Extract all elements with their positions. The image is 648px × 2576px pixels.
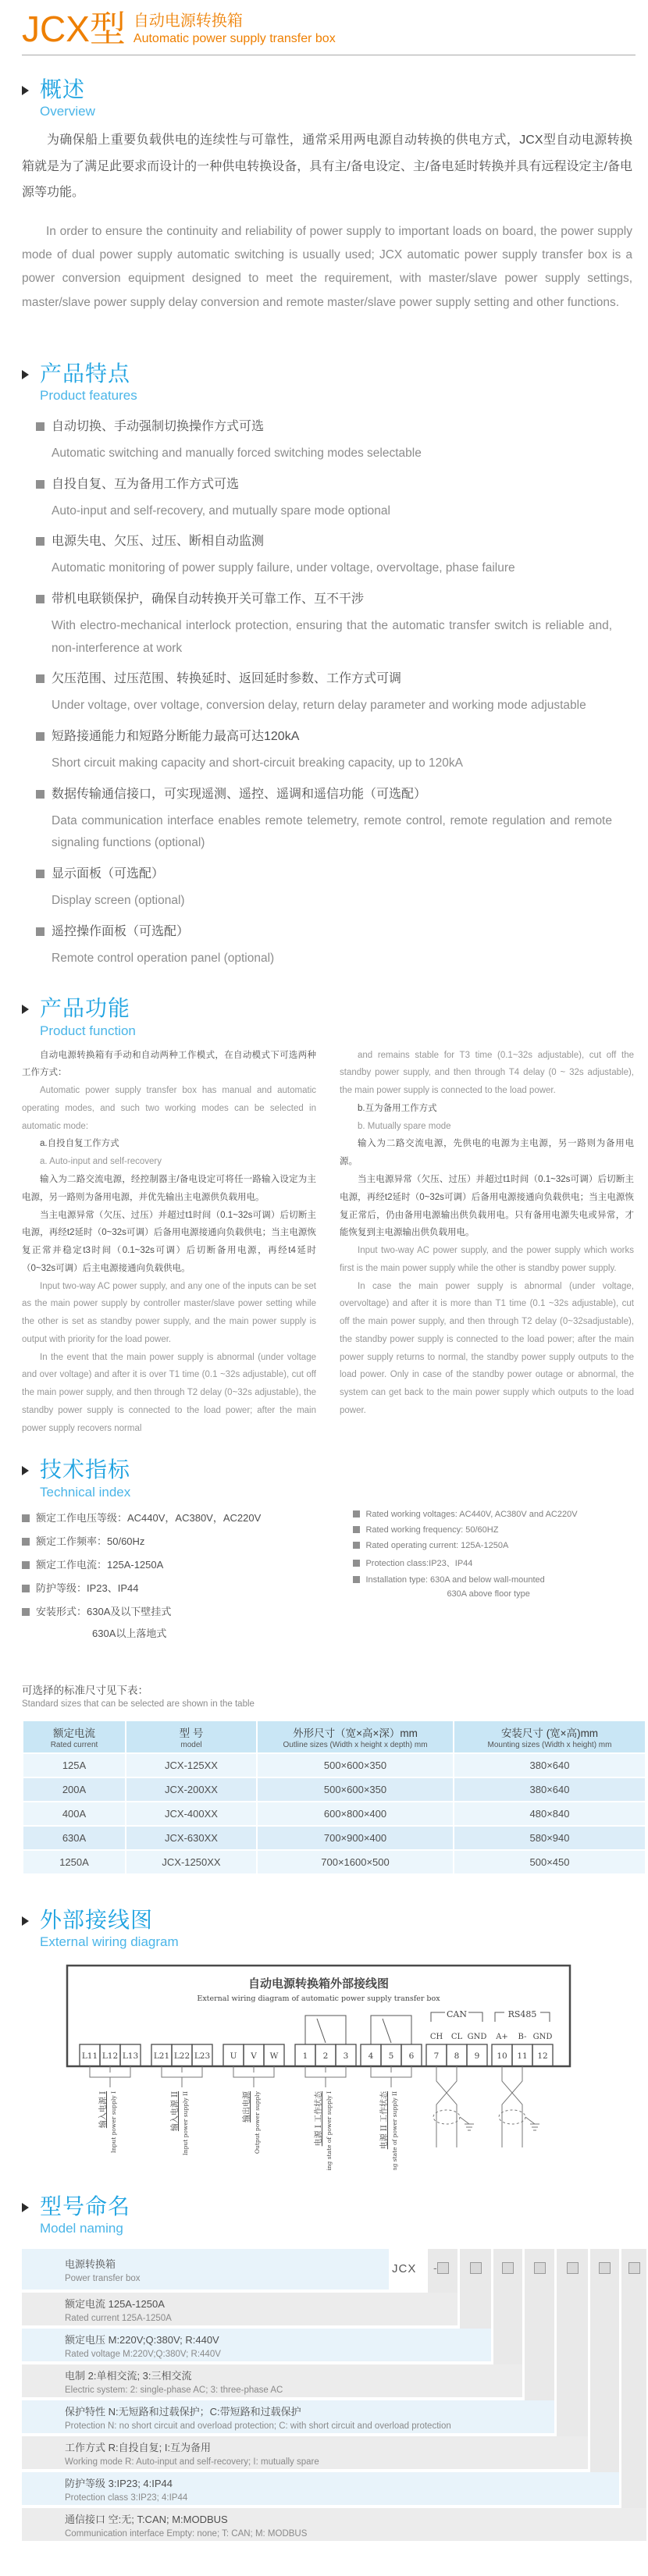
naming-column-strip xyxy=(621,2249,646,2508)
feature-item xyxy=(36,590,625,660)
spec-text: Rated operating current: 125A-1250A xyxy=(365,1540,509,1550)
naming-code-box xyxy=(502,2262,514,2274)
terminal-label: 10 xyxy=(497,2051,507,2061)
naming-code-box xyxy=(534,2262,546,2274)
group-label-zh: 输入电源 II xyxy=(171,2090,180,2131)
feature-zh-text: 自投自复、互为备用工作方式可选 xyxy=(52,477,240,491)
function-paragraph: Input two-way AC power supply, and the power supply which works first is the main power supply while the other is standby power supply. xyxy=(340,1246,634,1273)
naming-row-en: Rated current 125A-1250A xyxy=(65,2313,172,2323)
bullet-square-icon xyxy=(36,480,45,489)
pin-label: GND xyxy=(467,2032,487,2041)
page-header xyxy=(22,11,636,47)
function-paragraph: In case the main power supply is abnormal (under voltage, overvoltage) and after it is more than T1 time (0.1 ~32s adjustable), cut off the main power supply, and then through T2 delay (0~32sadjustable), the standby power supply is connected to the load power; after the main power supply returns to normal, the standby power supply outputs to the load power. Only in case of the standby power outage or abnormal, the system can get back to the main power supply which outputs to the load power. xyxy=(340,1281,634,1415)
terminal-label: 7 xyxy=(433,2051,440,2061)
naming-row-zh: 额定电压 M:220V;Q:380V; R:440V xyxy=(65,2333,219,2346)
feature-item xyxy=(36,785,625,855)
feature-zh-text: 自动切换、手动强制切换操作方式可选 xyxy=(52,420,265,434)
section-title-en: Product features xyxy=(40,388,137,404)
feature-zh-text: 短路接通能力和短路分断能力最高可达120kA xyxy=(52,730,300,744)
pin-label: A+ xyxy=(496,2032,508,2041)
standard-sizes-table xyxy=(22,1720,646,1875)
spec-item xyxy=(22,1603,353,1618)
function-paragraph: a.自投自复工作方式 xyxy=(40,1139,119,1149)
section-tech-heading xyxy=(22,1457,636,1500)
function-left-column xyxy=(22,1047,316,1438)
naming-row-zh: 通信接口 空:无; T:CAN; M:MODBUS xyxy=(65,2513,228,2525)
feature-text-en: Data communication interface enables remote telemetry, remote control, remote regulation and remote signaling functions (optional) xyxy=(52,813,612,850)
terminal-label: L11 xyxy=(81,2051,98,2061)
naming-code-box xyxy=(567,2262,579,2274)
table-note-zh: 可选择的标准尺寸见下表： xyxy=(22,1684,148,1696)
model-naming-diagram xyxy=(22,2249,646,2541)
overview-paragraph-zh: 为确保船上重要负载供电的连续性与可靠性，通常采用两电源自动转换的供电方式，JCX型自动电源转换箱就是为了满足此要求而设计的一种供电转换设备，具有主/备电设定、主/备电延时转换并具有远程设定主/备电源等功能。 xyxy=(22,133,632,200)
terminal-label: 4 xyxy=(368,2051,374,2061)
section-title-en: Technical index xyxy=(40,1484,131,1500)
cell-model: JCX-1250XX xyxy=(126,1850,257,1874)
feature-zh-text: 显示面板（可选配） xyxy=(52,867,165,881)
group-label-en: Output power supply xyxy=(254,2090,261,2154)
function-paragraph: 输入为二路交流电源，经控制器主/备电设定可将任一路输入设定为主电源，另一路则为备用电源，并优先输出主电源供负载用电。 xyxy=(22,1174,316,1202)
cell-model: JCX-630XX xyxy=(126,1826,257,1850)
table-row xyxy=(23,1850,646,1874)
cell-outline-size: 700×1600×500 xyxy=(257,1850,454,1874)
feature-item xyxy=(36,865,625,913)
group-label-zh: 电源 II 工作状态 xyxy=(380,2090,389,2150)
terminal-label: 3 xyxy=(343,2051,349,2061)
section-wiring-heading xyxy=(22,1908,636,1950)
terminal-label: 1 xyxy=(302,2051,308,2061)
product-model-title: JCX型 xyxy=(22,9,126,49)
spec-text: 额定工作频率：50/60Hz xyxy=(36,1535,145,1547)
terminal-label: 11 xyxy=(517,2051,528,2061)
naming-row-en: Rated voltage M:220V;Q:380V; R:440V xyxy=(65,2349,221,2359)
feature-zh-text: 带机电联锁保护，确保自动转换开关可靠工作、互不干涉 xyxy=(52,592,365,607)
naming-row xyxy=(22,2364,522,2397)
cell-mounting-size: 380×640 xyxy=(454,1777,646,1802)
terminal-label: V xyxy=(251,2051,257,2061)
pin-label: CH xyxy=(429,2032,443,2041)
cell-mounting-size: 500×450 xyxy=(454,1850,646,1874)
table-row xyxy=(23,1753,646,1777)
bullet-square-icon xyxy=(22,1608,30,1616)
function-paragraph: 当主电源异常（欠压、过压）并超过t1时间（0.1~32s可调）后切断主电源，再经t2延时（0~32s可调）后备用电源接通向负载供电；当主电源恢复正常并稳定t3时间（0.1~32s可调）后切断备用电源，再经t4延时（0~32s可调）后主电源接通向负载供电。 xyxy=(22,1210,316,1273)
group-label-zh: 输出电源 xyxy=(243,2090,251,2122)
function-paragraph: 自动电源转换箱有手动和自动两种工作模式，在自动模式下可选两种工作方式： xyxy=(22,1050,316,1078)
column-header-en: Mounting sizes (Width x height) mm xyxy=(487,1740,612,1749)
feature-item xyxy=(36,670,625,717)
bullet-square-icon xyxy=(22,1561,30,1569)
bullet-square-icon xyxy=(36,732,45,741)
feature-text-en: Auto-input and self-recovery, and mutually spare mode optional xyxy=(52,503,390,518)
section-title-en: External wiring diagram xyxy=(40,1934,179,1949)
naming-row xyxy=(22,2472,619,2505)
terminal-label: 2 xyxy=(322,2051,329,2061)
feature-text-zh xyxy=(36,728,625,746)
function-paragraph: b. Mutually spare mode xyxy=(358,1121,451,1131)
table-note-en: Standard sizes that can be selected are shown in the table xyxy=(22,1699,255,1709)
naming-row-zh: 防护等级 3:IP23; 4:IP44 xyxy=(65,2477,173,2489)
naming-row-en: Working mode R: Auto-input and self-recovery; I: mutually spare xyxy=(65,2457,319,2467)
bullet-square-icon xyxy=(353,1542,360,1549)
feature-zh-text: 电源失电、欠压、过压、断相自动监测 xyxy=(52,535,265,549)
section-title-zh: 产品功能 xyxy=(40,996,131,1021)
triangle-marker-icon xyxy=(22,370,29,379)
terminal-label: 5 xyxy=(388,2051,394,2061)
feature-item xyxy=(36,923,625,970)
cell-mounting-size: 380×640 xyxy=(454,1753,646,1777)
bullet-square-icon xyxy=(353,1510,360,1517)
naming-row-en: Protection class 3:IP23; 4:IP44 xyxy=(65,2492,188,2503)
table-row xyxy=(23,1802,646,1826)
terminal-label: 12 xyxy=(537,2051,548,2061)
terminal-label: 9 xyxy=(474,2051,480,2061)
section-naming-heading xyxy=(22,2194,636,2236)
function-paragraph: b.互为备用工作方式 xyxy=(358,1103,437,1113)
spec-item xyxy=(22,1580,353,1595)
bullet-square-icon xyxy=(36,537,45,546)
naming-row xyxy=(22,2249,389,2290)
spec-text: 额定工作电流：125A-1250A xyxy=(36,1558,164,1571)
naming-code-box xyxy=(437,2262,449,2274)
section-title-zh: 概述 xyxy=(40,77,86,101)
bullet-square-icon xyxy=(22,1585,30,1592)
cell-outline-size: 500×600×350 xyxy=(257,1777,454,1802)
column-header xyxy=(454,1720,646,1753)
feature-text-en: With electro-mechanical interlock protection, ensuring that the automatic transfer switch is reliable and, non-interference at work xyxy=(52,619,612,655)
feature-text-en: Under voltage, over voltage, conversion delay, return delay parameter and working mode adjustable xyxy=(52,699,586,713)
section-title-zh: 外部接线图 xyxy=(40,1907,154,1932)
spec-item xyxy=(353,1575,636,1585)
cell-model: JCX-400XX xyxy=(126,1802,257,1826)
spec-item xyxy=(353,1510,636,1519)
spec-text-continuation: 630A以上落地式 xyxy=(92,1627,167,1639)
naming-code-box xyxy=(628,2262,640,2274)
bullet-square-icon xyxy=(36,870,45,878)
terminal-label: L21 xyxy=(153,2051,170,2061)
naming-row xyxy=(22,2508,646,2541)
cell-rated-current: 400A xyxy=(23,1802,126,1826)
bullet-square-icon xyxy=(36,595,45,603)
bullet-square-icon xyxy=(36,790,45,799)
diagram-title-zh: 自动电源转换箱外部接线图 xyxy=(247,1976,390,1991)
terminal-label: W xyxy=(269,2051,279,2061)
feature-text-zh xyxy=(36,923,625,941)
feature-zh-text: 数据传输通信接口，可实现遥测、遥控、遥调和遥信功能（可选配） xyxy=(52,787,427,801)
bullet-square-icon xyxy=(353,1526,360,1533)
terminal-label: L13 xyxy=(122,2051,139,2061)
section-title-en: Model naming xyxy=(40,2221,123,2236)
feature-text-zh xyxy=(36,590,625,609)
column-header-zh: 额定电流 xyxy=(53,1727,95,1739)
contact-symbol-icon xyxy=(371,2016,411,2044)
terminal-label: U xyxy=(230,2051,237,2061)
pin-label: B- xyxy=(518,2032,527,2041)
feature-item xyxy=(36,418,625,465)
cell-rated-current: 200A xyxy=(23,1777,126,1802)
column-header-zh: 安装尺寸 (宽×高)mm xyxy=(500,1727,599,1739)
bullet-square-icon xyxy=(353,1576,360,1583)
can-bus-label: CAN xyxy=(447,2008,467,2019)
spec-text-continuation: 630A above floor type xyxy=(447,1589,530,1599)
tech-right-column xyxy=(353,1510,636,1649)
column-header-zh: 外形尺寸（宽×高×深）mm xyxy=(293,1727,418,1739)
group-label-en: Working state of power supply II xyxy=(391,2090,398,2170)
feature-text-zh xyxy=(36,670,625,688)
bullet-square-icon xyxy=(36,927,45,936)
diagram-title-en: External wiring diagram of automatic power supply transfer box xyxy=(197,1994,440,2003)
spec-text: Rated working voltages: AC440V, AC380V and AC220V xyxy=(365,1509,578,1519)
naming-row-zh: 电制 2:单相交流; 3:三相交流 xyxy=(65,2369,192,2382)
section-title-en: Product function xyxy=(40,1023,136,1038)
function-paragraph: Input two-way AC power supply, and any one of the inputs can be set as the main power supply by controller master/slave power setting while the other is set as standby power supply, and the main power supply is output with priority for the load power. xyxy=(22,1281,316,1344)
feature-text-en: Display screen (optional) xyxy=(52,894,185,908)
triangle-marker-icon xyxy=(22,2203,29,2212)
function-right-column xyxy=(340,1047,634,1438)
column-header-en: Rated current xyxy=(50,1740,98,1749)
group-label-zh: 电源 I 工作状态 xyxy=(315,2090,323,2147)
spec-item xyxy=(22,1510,353,1525)
naming-column-strip xyxy=(460,2249,491,2329)
model-dash: - xyxy=(433,2261,437,2275)
spec-text: 防护等级：IP23、IP44 xyxy=(36,1582,139,1594)
spec-text: Installation type: 630A and below wall-mounted xyxy=(365,1574,545,1585)
cell-rated-current: 630A xyxy=(23,1826,126,1850)
naming-row-en: Power transfer box xyxy=(65,2273,141,2283)
naming-code-box xyxy=(470,2262,482,2274)
cell-model: JCX-200XX xyxy=(126,1777,257,1802)
feature-item xyxy=(36,728,625,775)
overview-paragraph-en: In order to ensure the continuity and reliability of power supply to important loads on board, the power supply mode of dual power supply automatic switching is usually used; JCX automatic power supply transfer box is a power conversion equipment designed to meet the requirement, with master/slave power supply settings, master/slave power supply delay conversion and remote master/slave power supply setting and other functions. xyxy=(22,224,632,309)
feature-text-en: Automatic switching and manually forced switching modes selectable xyxy=(52,447,422,461)
pin-label: CL xyxy=(450,2032,463,2041)
tech-columns xyxy=(22,1510,636,1649)
section-title-zh: 技术指标 xyxy=(40,1457,131,1482)
column-header-en: Outline sizes (Width x height x depth) mm xyxy=(283,1740,428,1749)
feature-text-en: Short circuit making capacity and short-circuit breaking capacity, up to 120kA xyxy=(52,756,463,770)
terminal-label: 8 xyxy=(454,2051,460,2061)
feature-item xyxy=(36,475,625,523)
function-paragraph: 输入为二路交流电源，先供电的电源为主电源，另一路则为备用电源。 xyxy=(340,1139,634,1167)
feature-zh-text: 欠压范围、过压范围、转换延时、返回延时参数、工作方式可调 xyxy=(52,672,402,686)
feature-text-zh xyxy=(36,475,625,494)
section-title-zh: 型号命名 xyxy=(40,2194,131,2218)
spec-text: 安装形式：630A及以下壁挂式 xyxy=(36,1605,172,1617)
bullet-square-icon xyxy=(22,1538,30,1546)
tech-left-column xyxy=(22,1510,353,1649)
naming-row xyxy=(22,2400,554,2433)
column-header xyxy=(257,1720,454,1753)
group-label-zh: 输入电源 I xyxy=(99,2090,108,2128)
spec-text: Protection class:IP23、IP44 xyxy=(365,1558,473,1568)
section-title-en: Overview xyxy=(40,104,95,119)
column-header-zh: 型 号 xyxy=(179,1727,204,1739)
feature-text-en: Automatic monitoring of power supply failure, under voltage, overvoltage, phase failure xyxy=(52,561,515,575)
column-header xyxy=(23,1720,126,1753)
bullet-square-icon xyxy=(353,1560,360,1567)
function-paragraph: 当主电源异常（欠压、过压）并超过t1时间（0.1~32s可调）后切断主电源，再经t2延时（0~32s可调）后备用电源接通向负载供电；当主电源恢复正常后，仍由备用电源输出供负载用电。只有备用电源失电或异常，才能恢复到主电源输出供负载用电。 xyxy=(340,1174,634,1238)
group-label-en: Input power supply I xyxy=(110,2090,117,2154)
bullet-square-icon xyxy=(36,674,45,683)
spec-item xyxy=(353,1541,636,1550)
twisted-pair-can-icon xyxy=(433,2066,474,2147)
spec-item xyxy=(353,1557,636,1569)
feature-text-zh xyxy=(36,865,625,884)
column-header-en: model xyxy=(180,1740,202,1749)
function-paragraph: In the event that the main power supply is abnormal (under voltage and over voltage) and after it is over T1 time (0.1 ~32s adjustable), cut off the main power supply, and then through T2 delay (0~32s adjustable), the standby power supply is connected to the load power; after the main power supply recovers normal xyxy=(22,1352,316,1433)
spec-item xyxy=(353,1525,636,1535)
terminal-label: L12 xyxy=(101,2051,119,2061)
triangle-marker-icon xyxy=(22,1916,29,1926)
feature-zh-text: 遥控操作面板（可选配） xyxy=(52,924,190,938)
terminal-label: 6 xyxy=(408,2051,415,2061)
cell-outline-size: 700×900×400 xyxy=(257,1826,454,1850)
function-paragraph: and remains stable for T3 time (0.1~32s adjustable), cut off the standby power supply, and then through T4 delay (0 ~ 32s adjustable), the main power supply is connected to the load power. xyxy=(340,1050,634,1096)
product-subtitle xyxy=(134,11,336,47)
naming-row-zh: 额定电流 125A-1250A xyxy=(65,2297,165,2310)
feature-text-zh xyxy=(36,532,625,551)
naming-code-box xyxy=(599,2262,611,2274)
naming-row-zh: 保护特性 N:无短路和过载保护；C:带短路和过载保护 xyxy=(65,2405,301,2418)
group-label-en: Working state of power supply I xyxy=(326,2090,333,2170)
function-paragraph: Automatic power supply transfer box has manual and automatic operating modes, and such two working modes can be selected in automatic mode: xyxy=(22,1086,316,1131)
spec-item xyxy=(22,1557,353,1571)
spec-text: Rated working frequency: 50/60HZ xyxy=(365,1525,499,1535)
product-subtitle-zh: 自动电源转换箱 xyxy=(133,12,243,30)
spec-item xyxy=(22,1533,353,1548)
triangle-marker-icon xyxy=(22,1466,29,1475)
wiring-diagram-svg xyxy=(66,1964,575,2170)
group-label-en: Input power supply II xyxy=(182,2090,189,2156)
section-title-zh: 产品特点 xyxy=(40,361,131,386)
group-brackets xyxy=(90,2066,411,2087)
bullet-square-icon xyxy=(36,422,45,431)
pin-label: GND xyxy=(532,2032,553,2041)
triangle-marker-icon xyxy=(22,86,29,95)
contact-symbol-icon xyxy=(305,2016,346,2044)
cell-outline-size: 500×600×350 xyxy=(257,1753,454,1777)
cell-rated-current: 125A xyxy=(23,1753,126,1777)
naming-row-en: Electric system: 2: single-phase AC; 3: three-phase AC xyxy=(65,2385,283,2395)
naming-column-strip xyxy=(590,2249,619,2472)
bullet-square-icon xyxy=(22,1514,30,1522)
naming-column-strip xyxy=(557,2249,588,2436)
feature-text-zh xyxy=(36,418,625,436)
cell-mounting-size: 580×940 xyxy=(454,1826,646,1850)
wiring-diagram xyxy=(66,1964,575,2174)
model-prefix: JCX xyxy=(392,2262,417,2276)
cell-model: JCX-125XX xyxy=(126,1753,257,1777)
function-columns xyxy=(22,1047,634,1438)
feature-item xyxy=(36,532,625,580)
terminal-label: L23 xyxy=(194,2051,211,2061)
cell-rated-current: 1250A xyxy=(23,1850,126,1874)
cell-mounting-size: 480×840 xyxy=(454,1802,646,1826)
terminal-label: L22 xyxy=(173,2051,190,2061)
table-row xyxy=(23,1777,646,1802)
section-function-heading xyxy=(22,996,636,1038)
column-header xyxy=(126,1720,257,1753)
function-paragraph: a. Auto-input and self-recovery xyxy=(40,1157,162,1167)
section-overview-heading xyxy=(22,77,636,119)
terminal-strip xyxy=(80,2044,553,2066)
feature-text-zh xyxy=(36,785,625,804)
naming-row-en: Communication interface Empty: none; T: CAN; M: MODBUS xyxy=(65,2528,308,2539)
triangle-marker-icon xyxy=(22,1005,29,1014)
section-features-heading xyxy=(22,361,636,404)
table-header-row xyxy=(23,1720,646,1753)
naming-row-en: Protection N: no short circuit and overload protection; C: with short circuit and overload protection xyxy=(65,2421,451,2431)
naming-row xyxy=(22,2436,588,2469)
naming-row xyxy=(22,2329,491,2361)
rs485-bus-label: RS485 xyxy=(507,2008,537,2019)
spec-text: 额定工作电压等级：AC440V，AC380V，AC220V xyxy=(36,1511,262,1524)
naming-row-zh: 电源转换箱 xyxy=(65,2258,116,2270)
table-row xyxy=(23,1826,646,1850)
feature-text-en: Remote control operation panel (optional) xyxy=(52,951,275,965)
naming-row xyxy=(22,2293,458,2325)
naming-row-zh: 工作方式 R:自投自复; I:互为备用 xyxy=(65,2441,212,2453)
twisted-pair-rs485-icon xyxy=(499,2066,539,2147)
cell-outline-size: 600×800×400 xyxy=(257,1802,454,1826)
product-subtitle-en: Automatic power supply transfer box xyxy=(133,32,336,45)
